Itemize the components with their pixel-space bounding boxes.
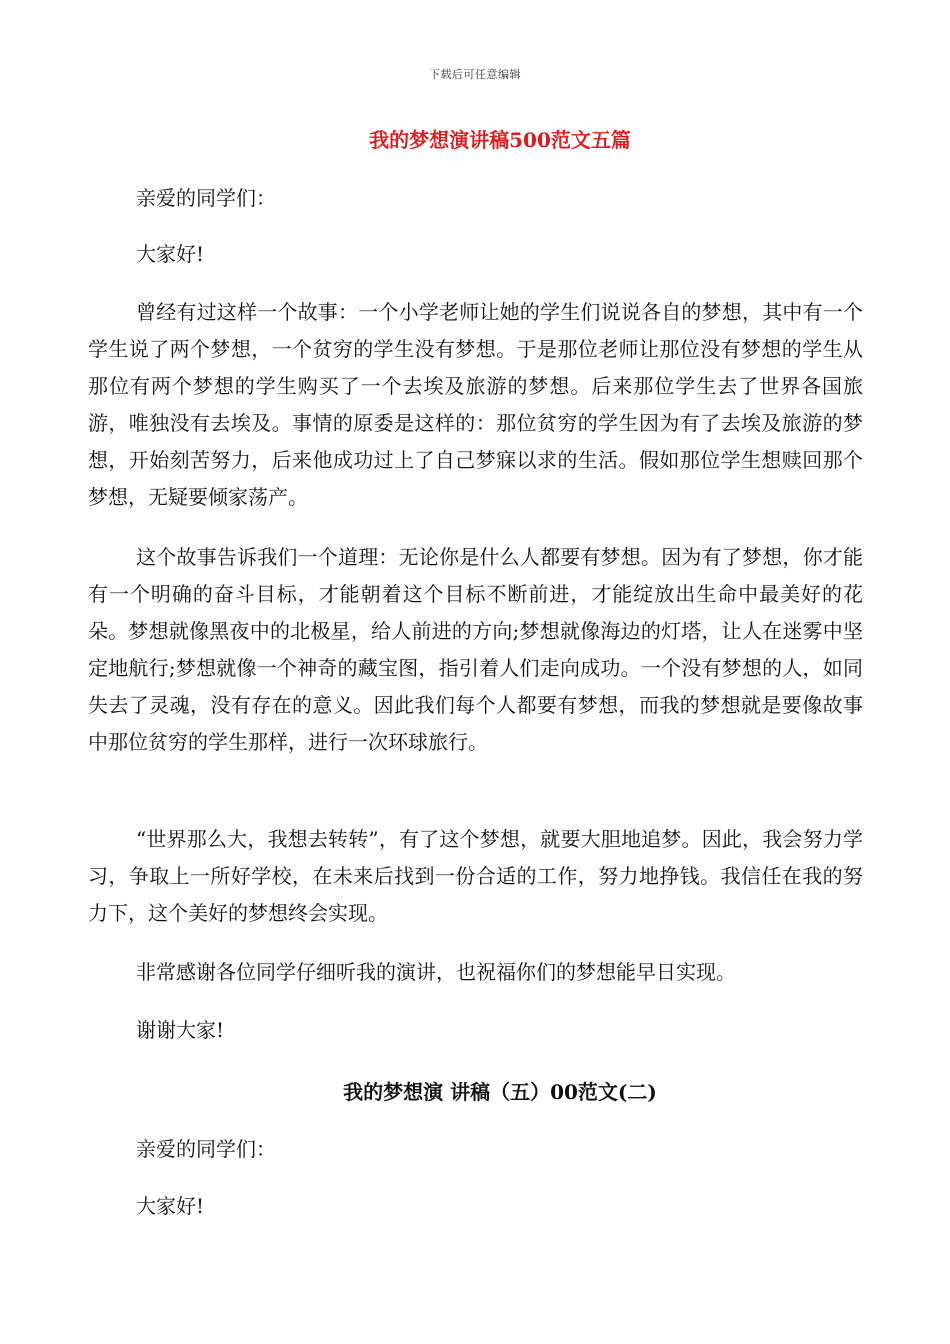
header-note: 下载后可任意编辑 (429, 68, 521, 81)
document-title: 我的梦想演讲稿500范文五篇 (369, 128, 631, 152)
paragraph-pursuit: “世界那么大，我想去转转”，有了这个梦想，就要大胆地追梦。因此，我会努力学习，争取上一所好学校，在未来后找到一份合适的工作，努力地挣钱。我信任在我的努力下，这个美好的梦想终会实现。 (88, 827, 863, 925)
paragraph-lesson: 这个故事告诉我们一个道理：无论你是什么人都要有梦想。因为有了梦想，你才能有一个明确的奋斗目标，才能朝着这个目标不断前进，才能绽放出生命中最美好的花朵。梦想就像黑夜中的北极星，给人前进的方向;梦想就像海边的灯塔，让人在迷雾中坚定地航行;梦想就像一个神奇的藏宝图，指引着人们走向成功。一个没有梦想的人，如同失去了灵魂，没有存在的意义。因此我们每个人都要有梦想，而我的梦想就是要像故事中那位贫穷的学生那样，进行一次环球旅行。 (88, 545, 863, 754)
closing-text: 谢谢大家! (136, 1018, 225, 1042)
section-title: 我的梦想演 讲稿（五）00范文(二) (343, 1080, 657, 1104)
paragraph-story: 曾经有过这样一个故事：一个小学老师让她的学生们说说各自的梦想，其中有一个学生说了两个梦想，一个贫穷的学生没有梦想。于是那位老师让那位没有梦想的学生从那位有两个梦想的学生购买了一个去埃及旅游的梦想。后来那位学生去了世界各国旅游，唯独没有去埃及。事情的原委是这样的：那位贫穷的学生因为有了去埃及旅游的梦想，开始刻苦努力，后来他成功过上了自己梦寐以求的生活。假如那位学生想赎回那个梦想，无疑要倾家荡产。 (88, 300, 863, 509)
greeting: 大家好! (136, 242, 205, 266)
salutation: 亲爱的同学们： (136, 186, 276, 210)
thanks-text: 非常感谢各位同学仔细听我的演讲，也祝福你们的梦想能早日实现。 (136, 960, 736, 984)
section2-greeting: 大家好! (136, 1194, 205, 1218)
section2-salutation: 亲爱的同学们： (136, 1137, 276, 1161)
